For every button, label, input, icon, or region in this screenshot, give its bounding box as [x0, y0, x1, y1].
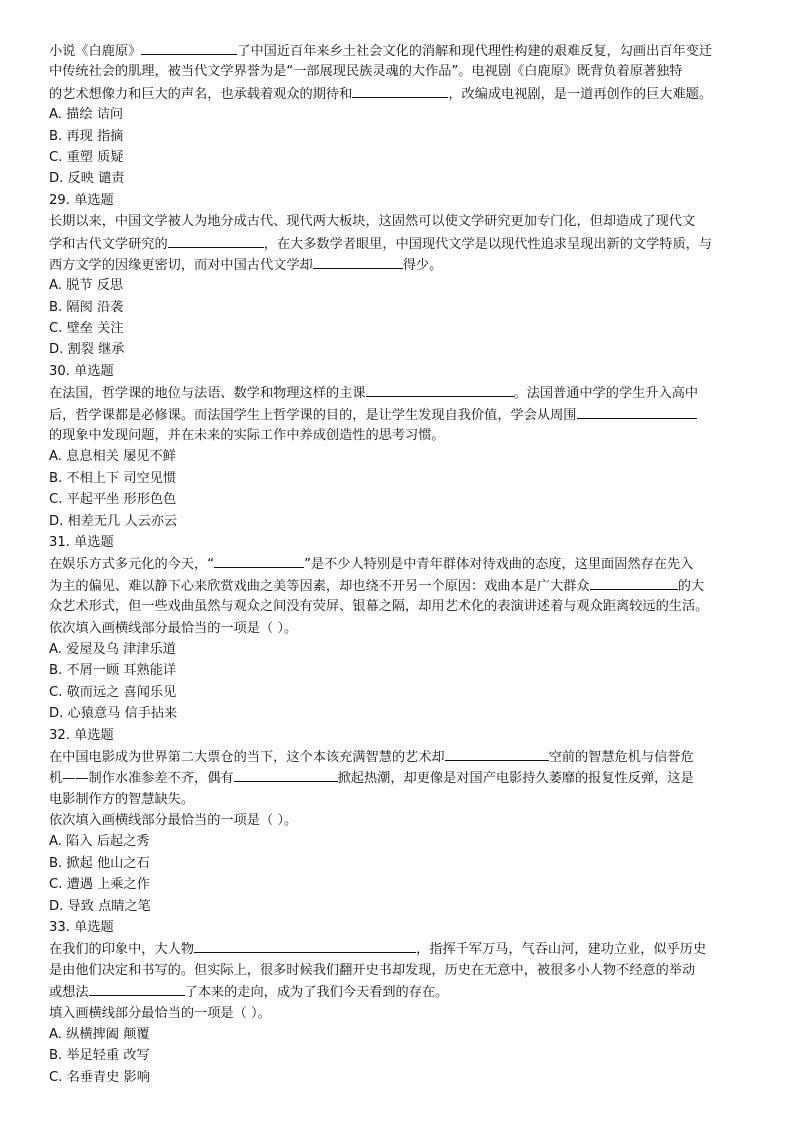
option-b[interactable]: B. 不屑一顾 耳熟能详 — [49, 663, 177, 679]
option-d[interactable]: D. 反映 谴责 — [49, 171, 125, 187]
answer-blank — [141, 40, 237, 55]
answer-blank — [214, 553, 304, 568]
answer-blank — [168, 233, 264, 248]
option-c[interactable]: C. 遭遇 上乘之作 — [49, 877, 150, 893]
answer-blank — [352, 83, 448, 98]
answer-blank — [577, 404, 697, 419]
answer-blank — [445, 746, 549, 761]
option-a[interactable]: A. 陷入 后起之秀 — [49, 834, 150, 850]
question-text-line: 在我们的印象中，大人物 ，指挥千军万马，气吞山河，建功立业，似乎历史 — [49, 938, 754, 959]
question-text-line: 长期以来，中国文学被人为地分成古代、现代两大板块，这固然可以使文学研究更加专门化，但却造成了现代文 — [49, 214, 696, 230]
question-text-line: 的艺术想像力和巨大的声名，也承载着观众的期待和 ，改编成电视剧，是一道再创作的巨大难题。 — [49, 83, 754, 104]
question-33 — [49, 917, 754, 1088]
option-a[interactable]: A. 描绘 诘问 — [49, 107, 124, 123]
question-text-line: 的现象中发现问题，并在未来的实际工作中养成创造性的思考习惯。 — [49, 428, 445, 444]
option-a[interactable]: A. 息息相关 屡见不鲜 — [49, 449, 176, 465]
question-text-line: 中传统社会的肌理，被当代文学界誉为是“一部展现民族灵魂的大作品”。电视剧《白鹿原》既背负着原著独特 — [49, 64, 683, 80]
answer-blank — [313, 254, 403, 269]
question-30 — [49, 361, 754, 532]
question-header: 31. 单选题 — [49, 534, 114, 550]
option-d[interactable]: D. 导致 点睛之笔 — [49, 898, 151, 914]
question-text-line: 在娱乐方式多元化的今天，“ ”是不少人特别是中青年群体对待戏曲的态度，这里面固然存在先入 — [49, 553, 754, 574]
question-text-line: 学和古代文学研究的 ，在大多数学者眼里，中国现代文学是以现代性追求呈现出新的文学特质，与 — [49, 233, 754, 254]
option-d[interactable]: D. 心猿意马 信手拈来 — [49, 706, 178, 722]
question-text-line: 小说《白鹿原》 了中国近百年来乡土社会文化的消解和现代理性构建的艰难反复，勾画出百年变迁 — [49, 40, 754, 61]
option-a[interactable]: A. 爱屋及乌 津津乐道 — [49, 641, 176, 657]
answer-blank — [234, 767, 338, 782]
option-c[interactable]: C. 壁垒 关注 — [49, 321, 124, 337]
question-prompt: 依次填入画横线部分最恰当的一项是（ ）。 — [49, 620, 298, 636]
question-28 — [49, 40, 754, 190]
question-text-line: 在中国电影成为世界第二大票仓的当下，这个本该充满智慧的艺术却 空前的智慧危机与信誉危 — [49, 746, 754, 767]
question-prompt: 填入画横线部分最恰当的一项是（ ）。 — [49, 1005, 271, 1021]
question-header: 32. 单选题 — [49, 727, 114, 743]
option-b[interactable]: B. 举足轻重 改写 — [49, 1048, 150, 1064]
option-d[interactable]: D. 相差无几 人云亦云 — [49, 513, 178, 529]
option-c[interactable]: C. 平起平坐 形形色色 — [49, 492, 177, 508]
question-31 — [49, 532, 754, 725]
question-32 — [49, 725, 754, 918]
option-a[interactable]: A. 脱节 反思 — [49, 278, 124, 294]
answer-blank — [89, 981, 185, 996]
question-text-line: 机——制作水准参差不齐，偶有 掀起热潮，却更像是对国产电影持久萎靡的报复性反弹，这是 — [49, 767, 754, 788]
question-text-line: 是由他们决定和书写的。但实际上，很多时候我们翻开史书却发现，历史在无意中，被很多小人物不经意的举动 — [49, 962, 696, 978]
question-header: 29. 单选题 — [49, 192, 114, 208]
option-b[interactable]: B. 不相上下 司空见惯 — [49, 470, 177, 486]
answer-blank — [366, 382, 514, 397]
question-prompt: 依次填入画横线部分最恰当的一项是（ ）。 — [49, 813, 298, 829]
option-a[interactable]: A. 纵横捭阖 颠覆 — [49, 1026, 150, 1042]
question-text-line: 后，哲学课都是必修课。而法国学生上哲学课的目的，是让学生发现自我价值，学会从周围 — [49, 404, 754, 425]
question-text-line: 众艺术形式，但一些戏曲虽然与观众之间没有荧屏、银幕之隔，却用艺术化的表演讲述着与观众距离较远的生活。 — [49, 599, 709, 615]
option-c[interactable]: C. 敬而远之 喜闻乐见 — [49, 684, 177, 700]
question-text-line: 为主的偏见、难以静下心来欣赏戏曲之美等因素，却也绕不开另一个原因：戏曲本是广大群众 的大 — [49, 575, 754, 596]
option-d[interactable]: D. 割裂 继承 — [49, 342, 125, 358]
question-text-line: 或想法 了本来的走向，成为了我们今天看到的存在。 — [49, 981, 754, 1002]
option-c[interactable]: C. 重塑 质疑 — [49, 149, 124, 165]
option-b[interactable]: B. 掀起 他山之石 — [49, 855, 150, 871]
question-text-line: 西方文学的因缘更密切，而对中国古代文学却 得少。 — [49, 254, 754, 275]
question-header: 33. 单选题 — [49, 920, 114, 936]
question-29 — [49, 190, 754, 361]
question-text-line: 在法国，哲学课的地位与法语、数学和物理这样的主课 。法国普通中学的学生升入高中 — [49, 382, 754, 403]
answer-blank — [194, 938, 416, 953]
question-text-line: 电影制作方的智慧缺失。 — [49, 791, 195, 807]
answer-blank — [590, 575, 678, 590]
option-b[interactable]: B. 隔阂 沿袭 — [49, 299, 124, 315]
option-b[interactable]: B. 再现 指摘 — [49, 128, 124, 144]
option-c[interactable]: C. 名垂青史 影响 — [49, 1069, 150, 1085]
question-header: 30. 单选题 — [49, 363, 114, 379]
